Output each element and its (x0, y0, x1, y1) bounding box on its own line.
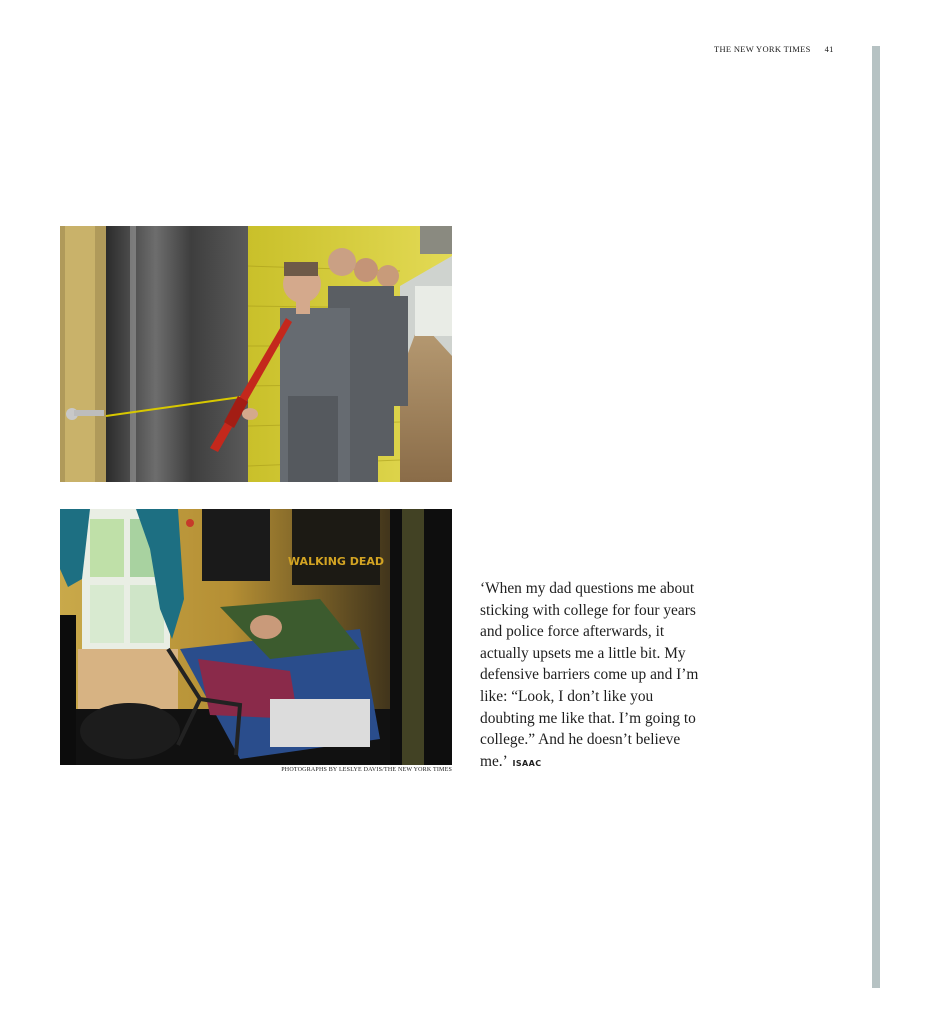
running-head (714, 44, 834, 54)
pull-quote (480, 578, 705, 774)
cadets-hallway-photo (60, 226, 452, 482)
walking-dead-poster-text: WALKING DEAD (287, 555, 385, 568)
bedroom-photo (60, 509, 452, 765)
publication-name: THE NEW YORK TIMES (714, 44, 811, 54)
quote-text: ‘When my dad questions me about sticking with college for four years and police force afterwards, it actually upsets me a little bit. My defensive barriers come up and I’m like: “Look, I don’t like you doubting me like that. I’m going to college.” And he doesn’t believe me.’ (480, 580, 699, 770)
page-number: 41 (824, 44, 834, 54)
quote-attribution: ISAAC (512, 758, 542, 768)
photo-credit: PHOTOGRAPHS BY LESLYE DAVIS/THE NEW YORK TIMES (281, 767, 452, 773)
margin-rule (872, 46, 880, 988)
